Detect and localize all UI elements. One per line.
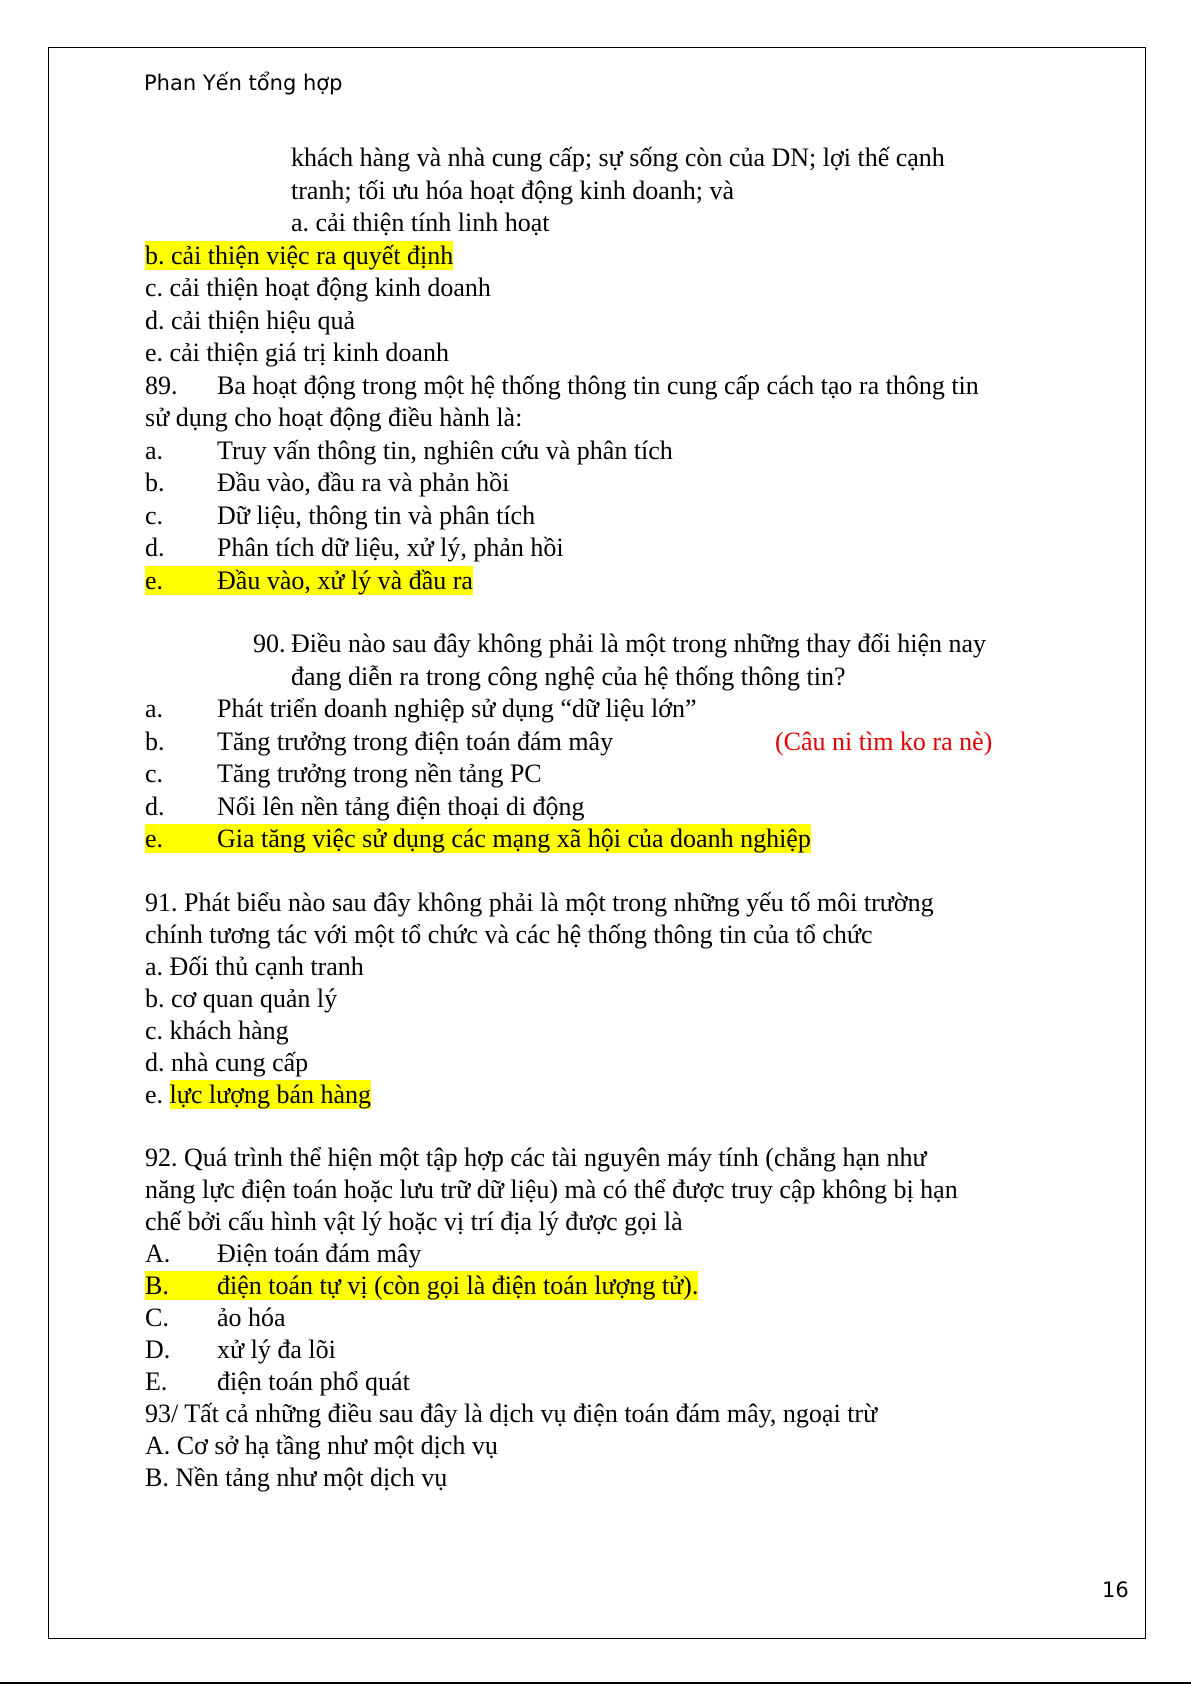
q89-number: 89. [145, 370, 178, 400]
q91-option-c: c. khách hàng [145, 1015, 289, 1045]
option-text: Nổi lên nền tảng điện thoại di động [217, 791, 585, 821]
q88-stem-line: khách hàng và nhà cung cấp; sự sống còn của DN; lợi thế cạnh [291, 143, 945, 172]
option-letter: b. [145, 468, 165, 497]
option-letter: b. [145, 726, 165, 756]
option-text: Truy vấn thông tin, nghiên cứu và phân tích [217, 435, 673, 465]
q91-stem-line: chính tương tác với một tổ chức và các hệ thống thông tin của tổ chức [145, 919, 873, 949]
q90-stem-line: đang diễn ra trong công nghệ của hệ thống thông tin? [291, 661, 846, 691]
option-letter: c. [145, 759, 164, 788]
q88-stem-line: tranh; tối ưu hóa hoạt động kinh doanh; và [291, 175, 735, 205]
option-letter: c. [145, 500, 164, 530]
option-text: ảo hóa [217, 1302, 286, 1332]
answer-highlight: lực lượng bán hàng [169, 1079, 372, 1109]
option-text: điện toán phổ quát [217, 1366, 410, 1396]
option-text: Tăng trưởng trong nền tảng PC [217, 759, 542, 788]
answer-highlight [145, 1271, 698, 1300]
q89-option-b [145, 467, 1045, 500]
q92-option-a [145, 1238, 1045, 1270]
option-text: điện toán tự vị (còn gọi là điện toán lượng tử). [217, 1270, 699, 1300]
option-text: Đầu vào, đầu ra và phản hồi [217, 468, 510, 497]
option-text: Gia tăng việc sử dụng các mạng xã hội của doanh nghiệp [217, 824, 811, 853]
q92-stem-line: chế bởi cấu hình vật lý hoặc vị trí địa lý được gọi là [145, 1206, 683, 1236]
page-number: 16 [1102, 1578, 1129, 1602]
q89-stem-line [145, 370, 1045, 403]
q90-stem-line [145, 628, 1045, 661]
q88-option-a: a. cải thiện tính linh hoạt [291, 208, 550, 237]
q89-option-e-answer [145, 565, 1045, 598]
q90-stem-text: Điều nào sau đây không phải là một trong những thay đổi hiện nay [291, 629, 987, 658]
option-letter: A. [145, 1238, 171, 1268]
page-bottom-rule [0, 1682, 1191, 1684]
red-note: (Câu ni tìm ko ra nè) [775, 726, 993, 756]
q91-option-a: a. Đối thủ cạnh tranh [145, 951, 364, 981]
q89-option-c [145, 500, 1045, 533]
q90-option-a [145, 693, 1045, 726]
q90-number: 90. [253, 629, 286, 658]
q88-option-c: c. cải thiện hoạt động kinh doanh [145, 273, 491, 302]
option-letter: a. [145, 694, 164, 723]
option-letter: B. [145, 1270, 169, 1300]
option-letter: d. [145, 791, 165, 821]
option-letter: d. [145, 533, 165, 562]
q89-stem-text: Ba hoạt động trong một hệ thống thông tin cung cấp cách tạo ra thông tin [217, 370, 979, 400]
q90-option-d [145, 791, 1045, 824]
option-letter: D. [145, 1334, 171, 1364]
option-text: xử lý đa lõi [217, 1334, 336, 1364]
option-letter: E. [145, 1366, 168, 1396]
answer-highlight [145, 824, 811, 853]
option-letter: e. [145, 565, 164, 595]
option-text: Tăng trưởng trong điện toán đám mây [217, 726, 614, 756]
spacer [145, 597, 1045, 628]
q90-option-b [145, 726, 1045, 759]
option-text: Phát triển doanh nghiệp sử dụng “dữ liệu lớn” [217, 694, 697, 723]
q92-option-e [145, 1366, 1045, 1398]
q88-option-b-answer [145, 240, 1045, 273]
option-letter: a. [145, 435, 164, 465]
answer-highlight [145, 566, 473, 595]
option-text: Điện toán đám mây [217, 1238, 422, 1268]
q92-option-b-answer [145, 1270, 1045, 1302]
q92-stem-line: năng lực điện toán hoặc lưu trữ dữ liệu) mà có thể được truy cập không bị hạn [145, 1174, 958, 1204]
q89-option-d [145, 532, 1045, 565]
q91-stem-line: 91. Phát biểu nào sau đây không phải là một trong những yếu tố môi trường [145, 887, 934, 917]
spacer [145, 1111, 1045, 1142]
q92-option-c [145, 1302, 1045, 1334]
q91-option-d: d. nhà cung cấp [145, 1047, 309, 1077]
q88-option-d: d. cải thiện hiệu quả [145, 305, 356, 335]
document-body [145, 142, 1045, 1494]
spacer [145, 856, 1045, 887]
option-letter: C. [145, 1302, 169, 1332]
q89-option-a [145, 435, 1045, 468]
option-letter: e. [145, 824, 164, 853]
q92-stem-line: 92. Quá trình thể hiện một tập hợp các tài nguyên máy tính (chẳng hạn như [145, 1142, 927, 1172]
q91-option-b: b. cơ quan quản lý [145, 983, 338, 1013]
option-text: Phân tích dữ liệu, xử lý, phản hồi [217, 533, 564, 562]
q93-option-a: A. Cơ sở hạ tầng như một dịch vụ [145, 1430, 498, 1460]
option-text: Đầu vào, xử lý và đầu ra [217, 565, 473, 595]
q88-option-e: e. cải thiện giá trị kinh doanh [145, 338, 449, 367]
q92-option-d [145, 1334, 1045, 1366]
answer-highlight: b. cải thiện việc ra quyết định [145, 240, 454, 270]
q91-option-e-answer [145, 1079, 1045, 1111]
q93-option-b: B. Nền tảng như một dịch vụ [145, 1462, 448, 1492]
option-text: Dữ liệu, thông tin và phân tích [217, 500, 536, 530]
q89-stem-line: sử dụng cho hoạt động điều hành là: [145, 403, 523, 432]
q90-option-e-answer [145, 823, 1045, 856]
q90-option-c [145, 758, 1045, 791]
q93-stem-line: 93/ Tất cả những điều sau đây là dịch vụ điện toán đám mây, ngoại trừ [145, 1398, 878, 1428]
page-header: Phan Yến tổng hợp [144, 71, 343, 95]
option-letter: e. [145, 1079, 170, 1109]
